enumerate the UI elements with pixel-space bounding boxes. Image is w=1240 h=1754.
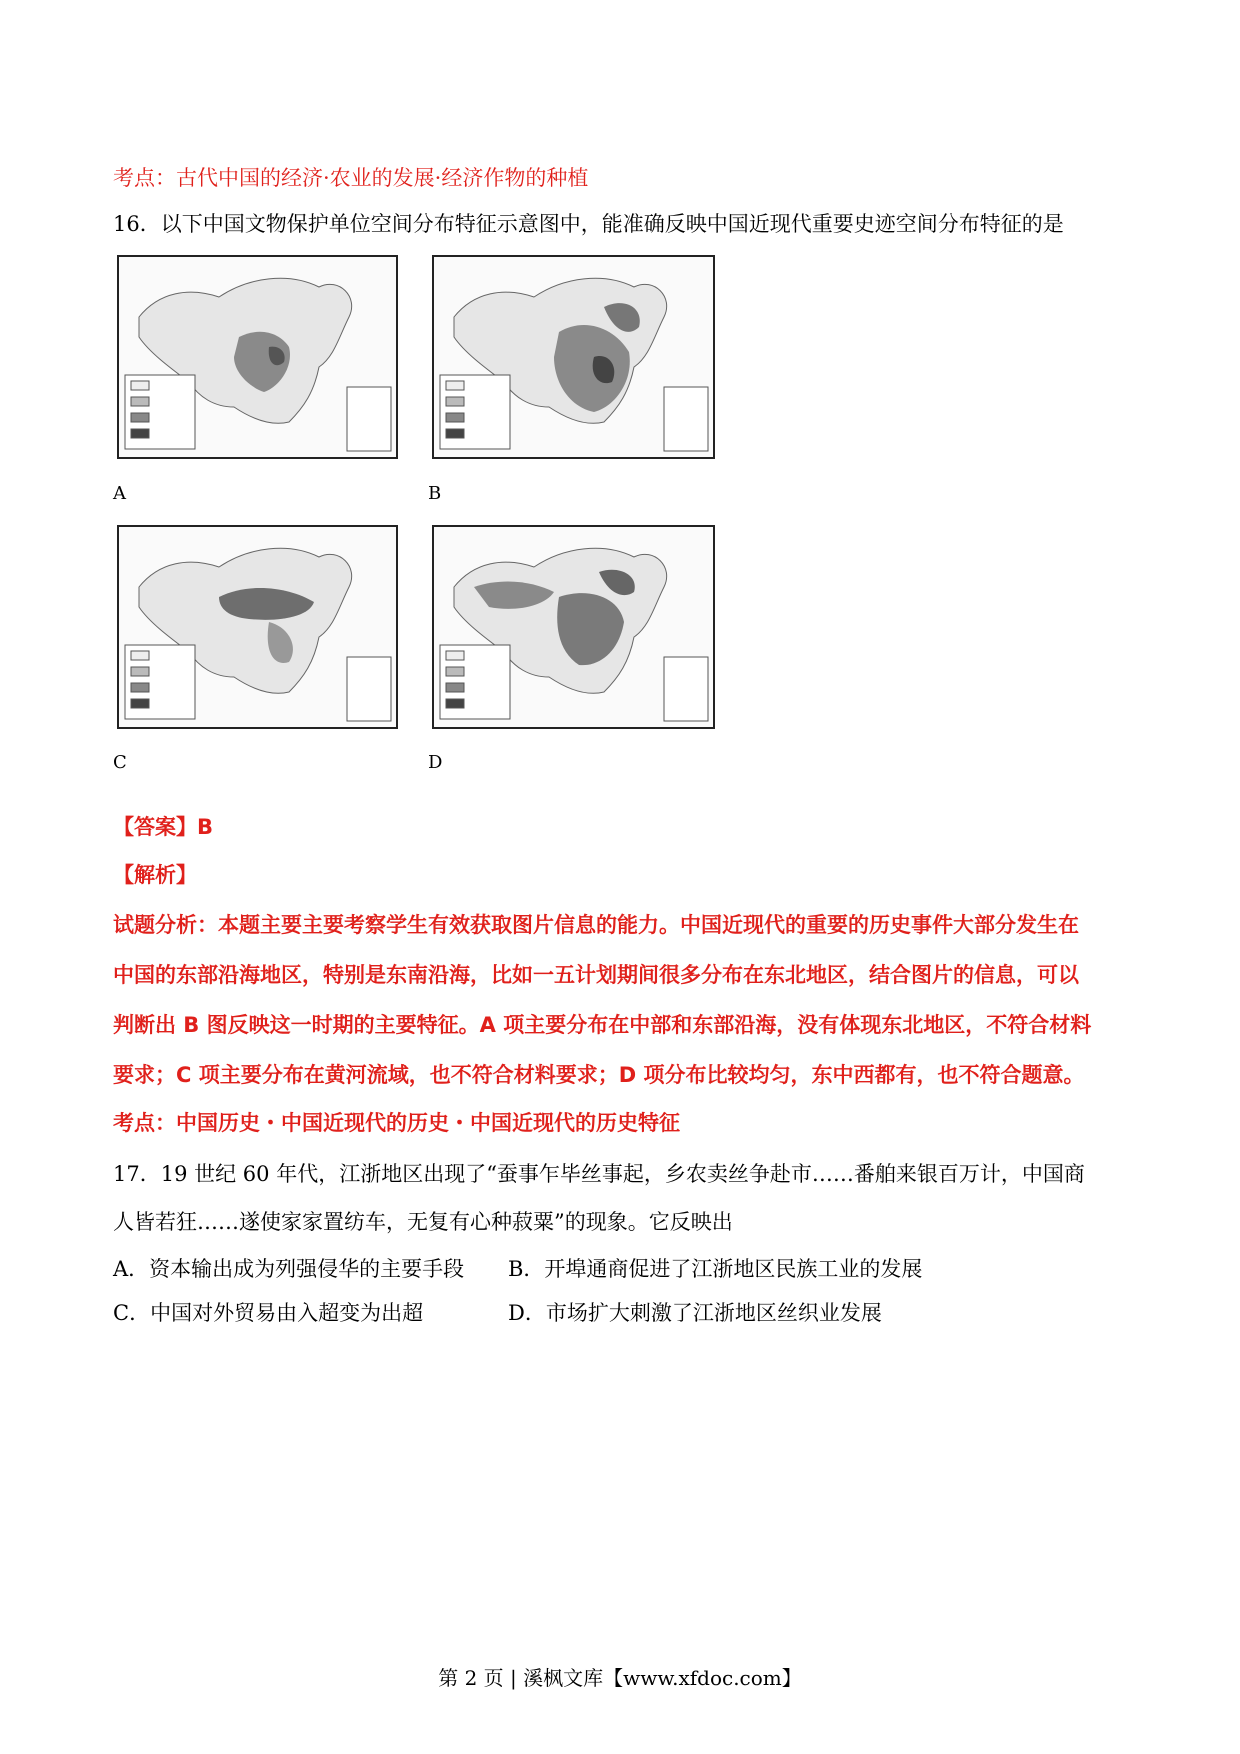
question-17-option-b: B．开埠通商促进了江浙地区民族工业的发展	[508, 1257, 923, 1281]
question-17-option-a: A．资本输出成为列强侵华的主要手段	[113, 1257, 465, 1281]
map-a-label: A	[113, 483, 126, 504]
question-16-stem: 16．以下中国文物保护单位空间分布特征示意图中，能准确反映中国近现代重要史迹空间分布特征的是	[113, 212, 1064, 236]
kaodian-ancient-economy: 考点：古代中国的经济·农业的发展·经济作物的种植	[113, 166, 589, 190]
question-17-stem-line-1: 17．19 世纪 60 年代，江浙地区出现了“蚕事乍毕丝事起，乡农卖丝争赴市……番舶来银百万计，中国商	[113, 1162, 1085, 1186]
question-17-option-c: C．中国对外贸易由入超变为出超	[113, 1301, 424, 1325]
analysis-line-2: 中国的东部沿海地区，特别是东南沿海，比如一五计划期间很多分布在东北地区，结合图片的信息，可以	[113, 963, 1079, 987]
analysis-title: 【解析】	[113, 863, 197, 887]
answer: 【答案】B	[113, 815, 214, 839]
analysis-line-1: 试题分析：本题主要主要考察学生有效获取图片信息的能力。中国近现代的重要的历史事件大部分发生在	[113, 913, 1079, 937]
map-a-graphic	[119, 257, 396, 457]
question-17-stem-line-2: 人皆若狂……遂使家家置纺车，无复有心种菽粟”的现象。它反映出	[113, 1210, 733, 1234]
map-option-b	[432, 255, 715, 459]
analysis-line-3: 判断出 B 图反映这一时期的主要特征。A 项主要分布在中部和东部沿海，没有体现东北地区，不符合材料	[113, 1013, 1092, 1037]
question-17-option-d: D．市场扩大刺激了江浙地区丝织业发展	[508, 1301, 882, 1325]
kaodian-modern-history: 考点：中国历史・中国近现代的历史・中国近现代的历史特征	[113, 1111, 680, 1135]
map-b-graphic	[434, 257, 713, 457]
map-d-label: D	[428, 752, 443, 773]
analysis-line-4: 要求；C 项主要分布在黄河流域，也不符合材料要求；D 项分布比较均匀，东中西都有，也不符合题意。	[113, 1063, 1085, 1087]
page-footer: 第 2 页 | 溪枫文库【www.xfdoc.com】	[438, 1666, 802, 1690]
map-b-label: B	[428, 483, 442, 504]
map-option-c	[117, 525, 398, 729]
map-option-a	[117, 255, 398, 459]
map-d-graphic	[434, 527, 713, 727]
map-c-graphic	[119, 527, 396, 727]
map-c-label: C	[113, 752, 127, 773]
map-option-d	[432, 525, 715, 729]
